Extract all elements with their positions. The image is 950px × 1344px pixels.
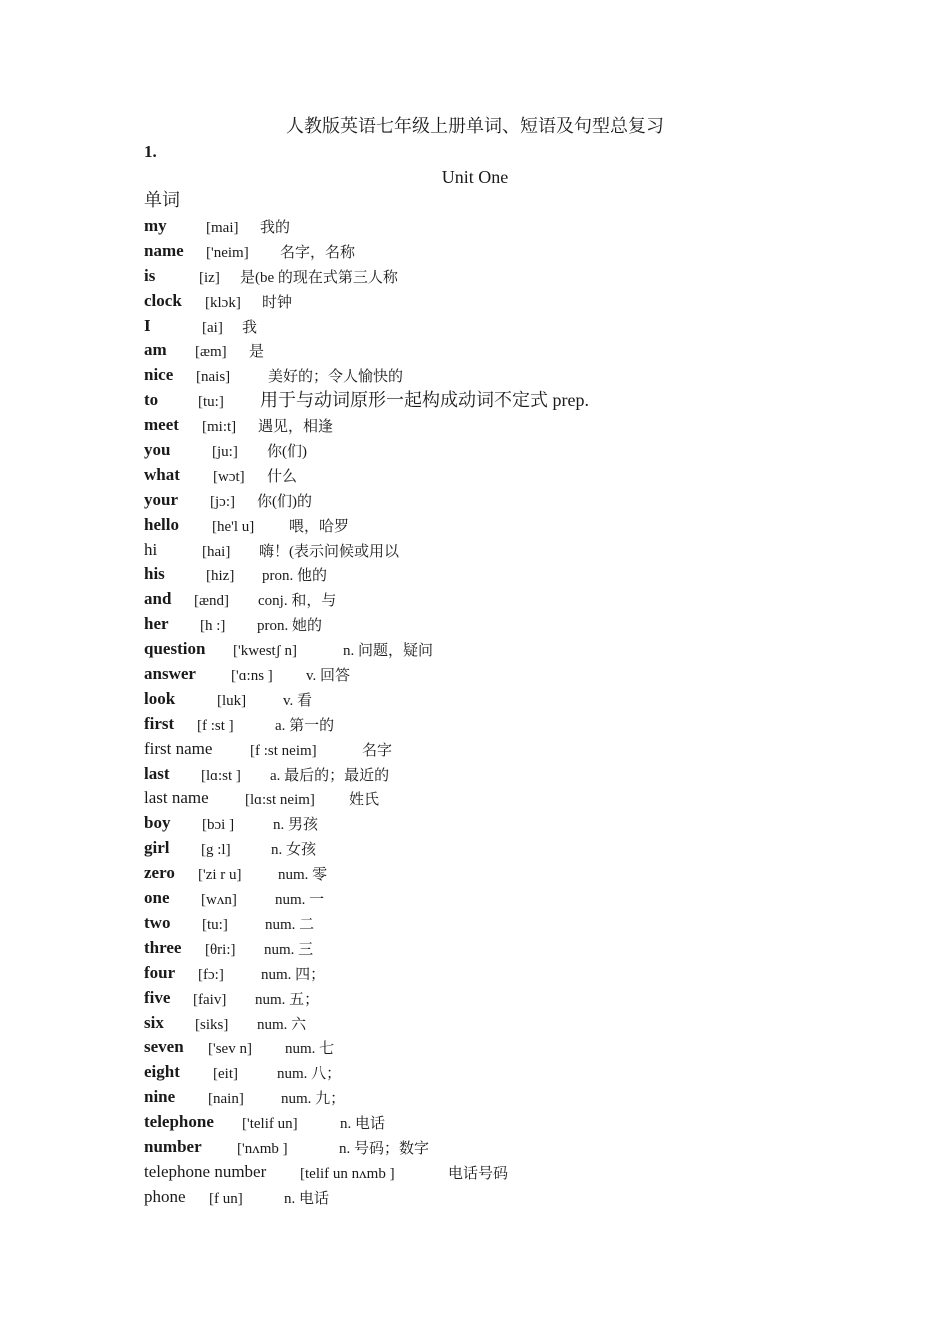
vocab-entry [144,1011,864,1036]
vocab-definition: 美好的；令人愉快的 [268,369,404,386]
vocab-definition: 我的 [260,220,291,236]
document-title: 人教版英语七年级上册单词、短语及句型总复习 [286,116,664,136]
vocab-entry [144,214,864,239]
vocab-entry [144,712,864,737]
vocab-phonetic: ['kwestʃ n] [233,643,297,660]
vocab-phonetic: [ju:] [212,444,238,461]
vocab-definition: num. 四； [261,966,326,983]
vocab-definition: num. 五； [255,991,320,1008]
vocab-entry [144,1110,864,1135]
vocab-entry [144,737,864,762]
vocab-definition: pron. 他的 [262,568,327,585]
vocab-entry [144,338,864,363]
vocab-word: your [144,489,178,509]
vocab-definition: num. 七 [285,1041,335,1058]
vocab-entry [144,886,864,911]
vocab-definition: 时钟 [262,294,293,311]
vocab-entry [144,289,864,314]
vocab-entry [144,936,864,961]
vocab-word: I [144,315,151,335]
vocab-definition: 名字，名称 [280,244,356,261]
vocab-word: one [144,888,170,908]
vocab-phonetic: [nais] [196,369,231,386]
vocab-definition: 我 [242,319,258,336]
section-number: 1. [144,142,157,161]
vocab-entry [144,786,864,811]
vocab-entry [144,562,864,587]
vocab-entry [144,836,864,861]
vocab-word: six [144,1012,164,1032]
vocab-phonetic: [eit] [213,1066,238,1083]
vocab-phonetic: [tu:] [202,916,228,933]
vocabulary-list [144,214,864,1210]
vocab-entry [144,513,864,538]
vocab-phonetic: ['ɑ:ns ] [231,668,273,685]
vocab-entry [144,1060,864,1085]
vocab-entry [144,488,864,513]
vocab-entry [144,314,864,339]
vocab-word: seven [144,1037,184,1057]
vocab-word: question [144,639,206,659]
vocab-phonetic: [θri:] [205,941,236,958]
vocab-word: first name [144,738,213,758]
vocab-phonetic: [g :l] [201,842,231,859]
vocab-entry [144,662,864,687]
vocab-phonetic: ['nʌmb ] [237,1140,288,1157]
vocab-definition: 喂，哈罗 [289,518,350,535]
vocab-entry [144,1185,864,1210]
vocab-phonetic: [ai] [202,319,223,336]
vocab-definition: n. 电话 [340,1116,386,1133]
vocab-entry [144,687,864,712]
vocab-word: look [144,688,176,708]
vocab-entry [144,762,864,787]
vocab-entry [144,587,864,612]
vocab-phonetic: [lɑ:st ] [201,767,241,784]
vocab-definition: num. 零 [278,867,328,884]
vocab-word: eight [144,1062,180,1082]
vocab-phonetic: [æm] [195,344,227,361]
vocab-definition: a. 最后的；最近的 [270,767,390,784]
vocab-word: nice [144,365,174,385]
vocab-word: to [144,390,159,410]
vocab-phonetic: [wʌn] [201,892,237,909]
vocab-phonetic: ['neim] [206,244,249,261]
vocab-definition: pron. 她的 [257,618,322,635]
vocab-word: am [144,340,167,360]
vocab-definition: 你(们)的 [257,493,312,510]
vocab-definition: v. 看 [283,692,313,709]
vocab-phonetic: [f un] [209,1190,243,1207]
vocab-definition: 用于与动词原形一起构成动词不定式 prep. [260,390,589,411]
vocab-entry [144,637,864,662]
vocab-phonetic: [telif un nʌmb ] [300,1165,395,1182]
vocab-phonetic: ['sev n] [208,1041,252,1058]
vocab-entry [144,1085,864,1110]
vocab-definition: 电话号码 [448,1165,509,1182]
vocab-word: first [144,713,175,733]
vocab-entry [144,413,864,438]
vocab-word: hi [144,539,158,559]
vocab-definition: n. 女孩 [271,842,317,859]
vocab-word: telephone number [144,1161,267,1181]
vocab-entry [144,861,864,886]
vocab-phonetic: [he'l u] [212,518,255,535]
vocab-definition: conj. 和，与 [258,593,337,610]
vocab-definition: 嗨！(表示问候或用以 [259,543,399,560]
vocab-entry [144,438,864,463]
vocab-entry [144,363,864,388]
vocab-entry [144,1135,864,1160]
vocab-phonetic: [h :] [200,618,226,635]
vocab-definition: 姓氏 [349,792,380,809]
vocab-word: last name [144,788,209,808]
vocab-entry [144,961,864,986]
vocab-definition: 你(们) [267,444,307,461]
vocab-word: her [144,614,169,634]
vocab-phonetic: [f :st neim] [250,742,317,759]
vocab-word: answer [144,664,196,684]
vocab-word: is [144,265,156,285]
vocab-phonetic: [fɔ:] [198,966,224,983]
vocab-entry [144,612,864,637]
vocab-word: nine [144,1087,176,1107]
vocab-phonetic: [iz] [199,269,220,286]
vocab-entry [144,463,864,488]
vocab-entry [144,811,864,836]
vocab-phonetic: [bɔi ] [202,817,235,834]
vocab-phonetic: [siks] [195,1016,229,1033]
vocab-word: you [144,440,171,460]
vocab-word: hello [144,514,179,534]
vocab-phonetic: [luk] [217,692,247,709]
vocab-word: four [144,962,176,982]
vocab-definition: num. 三 [264,941,314,958]
vocab-word: what [144,464,180,484]
unit-title: Unit One [441,167,509,187]
vocab-phonetic: [mai] [206,220,239,236]
vocab-definition: n. 问题，疑问 [343,643,434,660]
vocab-phonetic: ['telif un] [242,1116,298,1133]
vocab-entry [144,388,864,413]
vocab-definition: 名字 [362,742,393,759]
vocab-definition: n. 男孩 [273,817,319,834]
vocab-word: clock [144,290,182,310]
vocab-word: five [144,987,171,1007]
vocab-word: meet [144,415,179,435]
vocab-word: his [144,564,165,584]
vocab-definition: n. 号码；数字 [339,1140,430,1157]
vocab-word: my [144,216,167,235]
vocab-word: boy [144,813,171,833]
vocab-word: name [144,240,184,260]
vocab-definition: num. 八； [277,1066,342,1083]
vocab-phonetic: [nain] [208,1091,244,1108]
vocab-definition: num. 二 [265,916,315,933]
vocab-phonetic: [f :st ] [197,717,234,734]
vocab-word: girl [144,838,170,858]
vocab-definition: n. 电话 [284,1190,330,1207]
vocab-definition: 是 [249,344,265,361]
vocab-phonetic: [tu:] [198,394,224,411]
vocab-definition: a. 第一的 [275,717,335,734]
vocab-phonetic: [hiz] [206,568,235,585]
vocab-word: phone [144,1186,186,1206]
vocab-definition: 遇见，相逢 [258,419,334,436]
vocab-word: three [144,937,182,957]
vocab-entry [144,1035,864,1060]
vocab-word: and [144,589,172,609]
vocab-phonetic: [mi:t] [202,419,237,436]
vocab-entry [144,239,864,264]
vocab-phonetic: [ænd] [194,593,229,610]
vocab-phonetic: [jɔ:] [210,493,235,510]
vocab-entry [144,986,864,1011]
vocab-word: two [144,912,171,932]
vocab-phonetic: [hai] [202,543,231,560]
vocab-phonetic: [klɔk] [205,294,241,311]
vocab-word: last [144,763,170,783]
vocabulary-heading: 单词 [144,190,180,210]
vocab-entry [144,911,864,936]
vocab-phonetic: ['zi r u] [198,867,242,884]
vocab-phonetic: [faiv] [193,991,227,1008]
vocab-phonetic: [wɔt] [213,468,245,485]
vocab-entry [144,1160,864,1185]
vocab-definition: v. 回答 [306,668,351,685]
vocab-definition: num. 一 [275,892,325,909]
vocab-definition: num. 九； [281,1091,346,1108]
vocab-phonetic: [lɑ:st neim] [245,792,315,809]
vocab-word: number [144,1136,202,1156]
vocab-word: zero [144,863,175,883]
vocab-definition: 什么 [267,468,298,485]
vocab-entry [144,538,864,563]
vocab-definition: 是(be 的现在式第三人称 [240,269,398,286]
vocab-definition: num. 六 [257,1016,307,1033]
vocab-entry [144,264,864,289]
vocab-word: telephone [144,1112,214,1132]
